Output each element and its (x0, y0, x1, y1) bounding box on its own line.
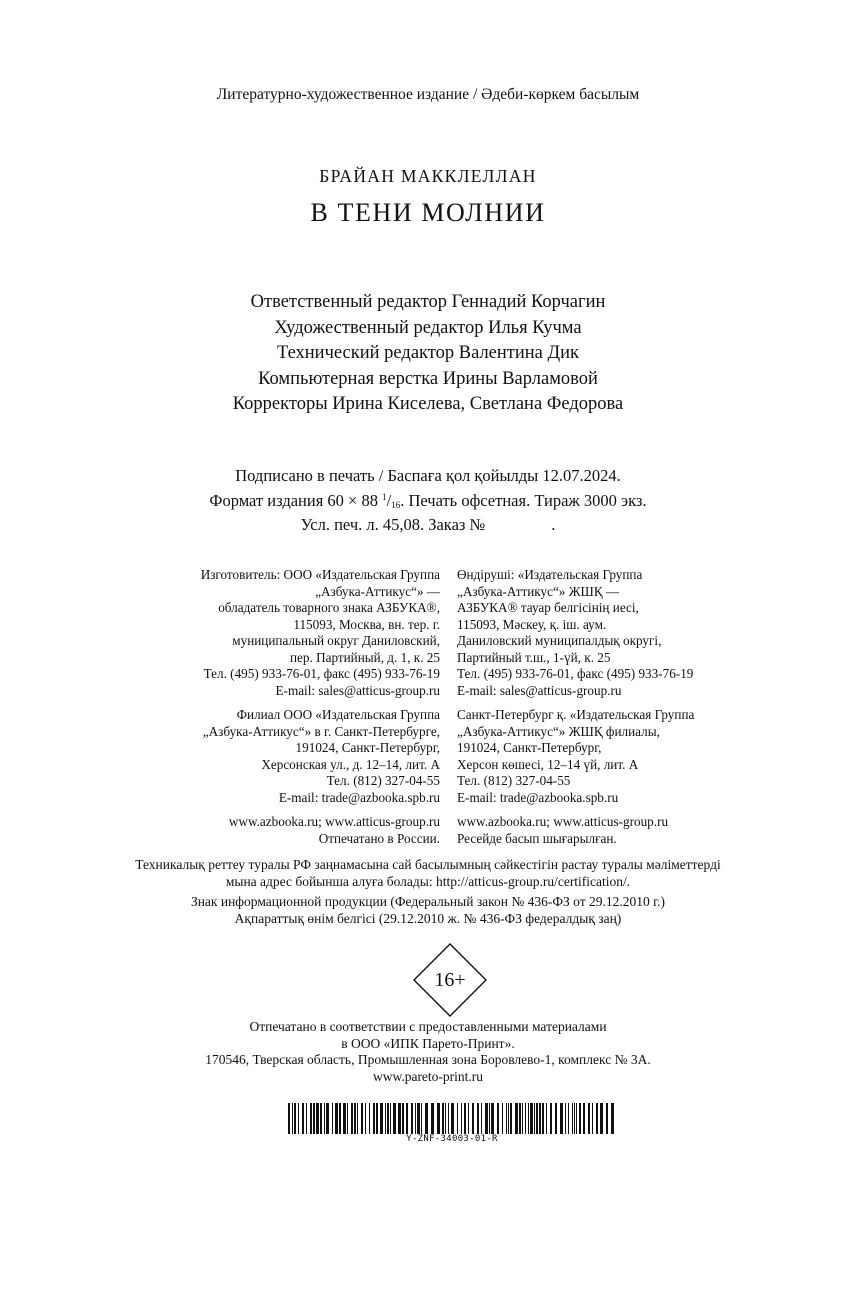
barcode-bar (522, 1103, 523, 1134)
barcode-bar (425, 1103, 428, 1134)
barcode-bar (294, 1103, 296, 1134)
format-line (0, 487, 856, 516)
barcode-bar (530, 1103, 533, 1134)
barcode-bar (316, 1103, 319, 1134)
printer-line: в ООО «ИПК Парето-Принт». (341, 1035, 515, 1051)
publisher-line: 115093, Москва, вн. тер. г. (293, 616, 440, 632)
barcode-bar (406, 1103, 408, 1134)
barcode-bar (380, 1103, 383, 1134)
barcode-label: Y-ZNF-34003-01-R (406, 1134, 498, 1144)
format-numerator: 1 (382, 491, 387, 502)
barcode-bar (357, 1103, 358, 1134)
barcode-bar (369, 1103, 370, 1134)
barcode-bar (351, 1103, 353, 1134)
barcode-bar (354, 1103, 356, 1134)
branch-line: Тел. (812) 327-04-55 (326, 773, 440, 788)
web-line: www.azbooka.ru; www.atticus-group.ru (228, 814, 440, 829)
branch-line: 191024, Санкт-Петербург, (457, 740, 602, 755)
barcode-bar (313, 1103, 315, 1134)
barcode-bar (600, 1103, 603, 1134)
barcode-bar (365, 1103, 366, 1134)
publisher-line: Партийный т.ш., 1-үй, к. 25 (457, 649, 611, 665)
author-name: БРАЙАН МАККЛЕЛЛАН (319, 166, 537, 186)
publisher-line: „Азбука-Аттикус“» ЖШҚ — (457, 583, 620, 599)
printer-line: Отпечатано в соответствии с предоставленными материалами (249, 1019, 607, 1034)
barcode-bar (373, 1103, 375, 1134)
staff-line: Художественный редактор Илья Кучма (274, 317, 582, 338)
barcode-bar (288, 1103, 290, 1134)
web-line: Ресейде басып шығарылған. (457, 830, 617, 846)
barcode-bar (583, 1103, 585, 1134)
publisher-line: обладатель товарного знака АЗБУКА®, (218, 600, 440, 615)
branch-block (201, 707, 440, 806)
barcode-bar (398, 1103, 401, 1134)
branch-line: E-mail: trade@azbooka.spb.ru (278, 789, 440, 805)
barcode-bar (320, 1103, 322, 1134)
barcode-bar (361, 1103, 363, 1134)
barcode-bar (442, 1103, 444, 1134)
barcode-bar (411, 1103, 413, 1134)
web-block (457, 814, 694, 847)
barcode-bar (481, 1103, 482, 1134)
staff-credits (0, 290, 856, 418)
barcode-bar (393, 1103, 396, 1134)
genre-line: Литературно-художественное издание / Әдеби-көркем басылым (216, 86, 640, 103)
barcode-bar (324, 1103, 325, 1134)
barcode (288, 1103, 616, 1134)
barcode-bar (448, 1103, 449, 1134)
web-line: www.azbooka.ru; www.atticus-group.ru (457, 814, 669, 829)
barcode-bar (431, 1103, 434, 1134)
barcode-bar (347, 1103, 348, 1134)
tech-line: Техникалық реттеу туралы РФ заңнамасына сай басылымның сәйкестігін растау туралы мәліметтерді (135, 857, 721, 872)
barcode-bar (461, 1103, 462, 1134)
barcode-bar (542, 1103, 544, 1134)
barcode-bar (572, 1103, 573, 1134)
barcode-bar (451, 1103, 454, 1134)
barcode-bar (510, 1103, 512, 1134)
branch-line: Херсон көшесі, 12–14 үй, лит. А (457, 756, 639, 772)
sign-line: Ақпараттық өнім белгісі (29.12.2010 ж. № 436-ФЗ федералдық заң) (234, 910, 622, 926)
branch-line: E-mail: trade@azbooka.spb.ru (457, 789, 619, 805)
barcode-bar (550, 1103, 552, 1134)
publisher-line: муниципальный округ Даниловский, (232, 633, 440, 648)
sheets-line: Усл. печ. л. 45,08. Заказ № . (300, 515, 556, 534)
tech-line: мына адрес бойынша алуға болады: http://atticus-group.ru/certification/. (225, 873, 631, 889)
publisher-column-kz (457, 567, 694, 847)
barcode-bar (376, 1103, 378, 1134)
tech-regulation-note (0, 857, 856, 890)
barcode-bar (546, 1103, 547, 1134)
web-block (201, 814, 440, 847)
barcode-bar (528, 1103, 529, 1134)
barcode-bar (560, 1103, 563, 1134)
branch-line: „Азбука-Аттикус“» ЖШҚ филиалы, (457, 723, 660, 739)
barcode-bar (576, 1103, 577, 1134)
publisher-line: 115093, Мәскеу, қ. іш. аум. (457, 616, 607, 632)
barcode-bar (385, 1103, 386, 1134)
sign-line: Знак информационной продукции (Федеральный закон № 436-ФЗ от 29.12.2010 г.) (190, 894, 666, 909)
barcode-bar (519, 1103, 521, 1134)
publisher-line: „Азбука-Аттикус“» — (315, 583, 440, 599)
branch-line: Санкт-Петербург қ. «Издательская Группа (457, 707, 695, 722)
barcode-bar (588, 1103, 590, 1134)
barcode-bar (402, 1103, 404, 1134)
printer-line: 170546, Тверская область, Промышленная зона Боровлево-1, комплекс № 3А. (205, 1052, 651, 1067)
barcode-bar (326, 1103, 329, 1134)
barcode-bar (343, 1103, 346, 1134)
barcode-bar (534, 1103, 535, 1134)
format-denominator: 16 (391, 499, 401, 510)
barcode-bar (457, 1103, 458, 1134)
publisher-column-ru (201, 567, 440, 847)
printer-line: www.pareto-print.ru (372, 1068, 484, 1084)
staff-line: Корректоры Ирина Киселева, Светлана Федорова (232, 394, 624, 414)
publisher-line: АЗБУКА® тауар белгісінің иесі, (457, 600, 639, 615)
barcode-bar (310, 1103, 312, 1134)
barcode-bar (332, 1103, 333, 1134)
barcode-bar (565, 1103, 566, 1134)
barcode-bar (335, 1103, 338, 1134)
barcode-bar (306, 1103, 307, 1134)
barcode-bar (292, 1103, 293, 1134)
barcode-bar (339, 1103, 341, 1134)
branch-line: „Азбука-Аттикус“» в г. Санкт-Петербурге, (202, 723, 440, 739)
print-info (0, 466, 856, 536)
barcode-bar (477, 1103, 479, 1134)
web-line: Отпечатано в России. (318, 830, 440, 846)
branch-line: Филиал ООО «Издательская Группа (236, 707, 440, 722)
format-suffix: . Печать офсетная. Тираж 3000 экз. (400, 490, 647, 510)
publisher-line: E-mail: sales@atticus-group.ru (457, 682, 622, 698)
barcode-bar (611, 1103, 614, 1134)
barcode-bar (596, 1103, 598, 1134)
age-rating: 16+ (434, 969, 466, 991)
barcode-bar (497, 1103, 499, 1134)
barcode-bar (489, 1103, 490, 1134)
branch-line: 191024, Санкт-Петербург, (295, 740, 440, 755)
barcode-bar (579, 1103, 581, 1134)
signed-line: Подписано в печать / Баспаға қол қойылды 12.07.2024. (235, 466, 621, 485)
barcode-bar (464, 1103, 466, 1134)
barcode-bar (445, 1103, 446, 1134)
barcode-bar (417, 1103, 420, 1134)
barcode-bar (515, 1103, 518, 1134)
format-prefix: Формат издания 60 × 88 (209, 490, 378, 510)
format-fraction: $^1/_{16}$ (382, 490, 401, 510)
barcode-bar (421, 1103, 422, 1134)
publisher-line: Тел. (495) 933-76-01, факс (495) 933-76-19 (457, 666, 694, 681)
barcode-bar (506, 1103, 507, 1134)
publisher-line: Даниловский муниципалдық округі, (457, 633, 662, 648)
barcode-bar (574, 1103, 575, 1134)
staff-line: Компьютерная верстка Ирины Варламовой (258, 368, 598, 389)
barcode-bar (568, 1103, 569, 1134)
branch-line: Херсонская ул., д. 12–14, лит. А (261, 756, 440, 772)
staff-line: Технический редактор Валентина Дик (276, 343, 580, 363)
barcode-bar (491, 1103, 494, 1134)
barcode-bar (525, 1103, 526, 1134)
printer-info (0, 1019, 856, 1085)
barcode-bar (508, 1103, 509, 1134)
barcode-bar (485, 1103, 488, 1134)
barcode-bar (606, 1103, 608, 1134)
barcode-bar (536, 1103, 538, 1134)
publisher-block (201, 567, 440, 699)
publisher-block (457, 567, 694, 699)
staff-line: Ответственный редактор Геннадий Корчагин (250, 292, 606, 312)
barcode-bar (592, 1103, 593, 1134)
book-title: В ТЕНИ МОЛНИИ (310, 198, 546, 227)
publisher-line: Изготовитель: ООО «Издательская Группа (200, 567, 440, 582)
barcode-bar (387, 1103, 389, 1134)
barcode-bar (415, 1103, 416, 1134)
barcode-bar (298, 1103, 299, 1134)
barcode-bar (555, 1103, 557, 1134)
barcode-bar (502, 1103, 503, 1134)
info-product-sign (0, 894, 856, 927)
barcode-bar (472, 1103, 474, 1134)
branch-block (457, 707, 694, 806)
barcode-bar (390, 1103, 391, 1134)
publisher-line: пер. Партийный, д. 1, к. 25 (289, 649, 440, 665)
barcode-bar (302, 1103, 304, 1134)
publisher-line: Өндіруші: «Издательская Группа (457, 567, 643, 582)
barcode-bar (539, 1103, 541, 1134)
branch-line: Тел. (812) 327-04-55 (457, 773, 571, 788)
publisher-line: Тел. (495) 933-76-01, факс (495) 933-76-19 (203, 666, 440, 681)
publisher-line: E-mail: sales@atticus-group.ru (275, 682, 440, 698)
barcode-bar (437, 1103, 440, 1134)
barcode-bar (468, 1103, 469, 1134)
